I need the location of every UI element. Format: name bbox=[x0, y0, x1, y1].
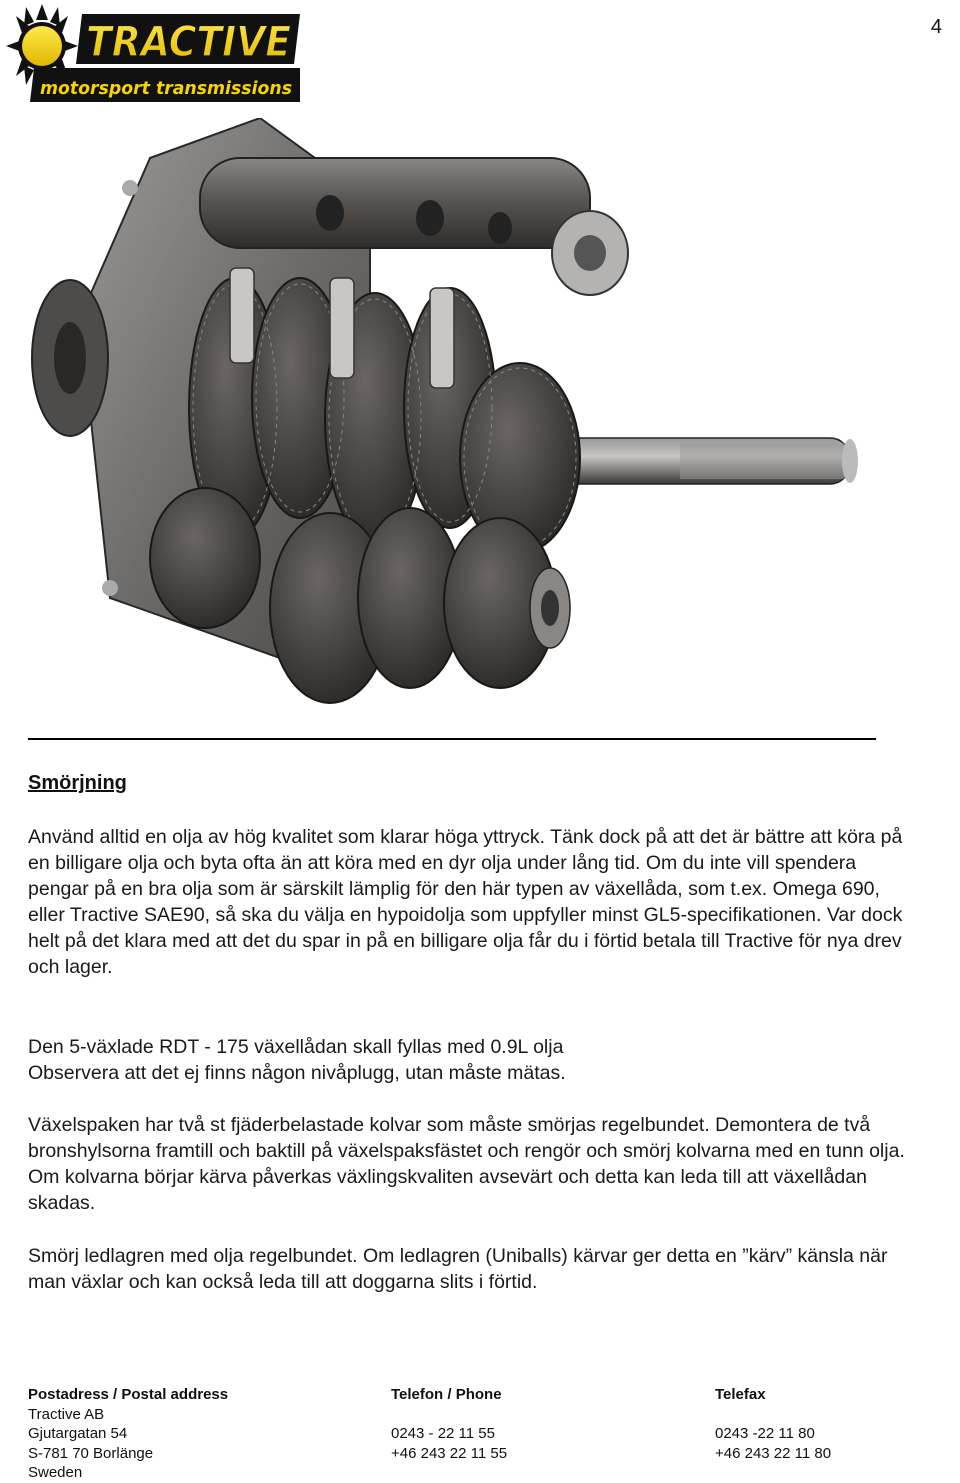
footer-address-header: Postadress / Postal address bbox=[28, 1386, 229, 1403]
paragraph-gear-lever: Växelspaken har två st fjäderbelastade kolvar som måste smörjas regelbundet. Demontera de två bronshylsorna framtill och baktill på växelspaksfästet och rengör och smörj kolvarna med en tunn olja. Om kolvarna börjar kärva påverkas växlingskvaliten avsevärt och detta kan leda till att växellådan skadas. bbox=[28, 1114, 905, 1214]
paragraph-oil-volume: Den 5-växlade RDT - 175 växellådan skall fyllas med 0.9L olja Observera att det ej finns någon nivåplugg, utan måste mätas. bbox=[28, 1036, 566, 1084]
logo-tagline: motorsport transmissions bbox=[40, 78, 293, 99]
footer-address bbox=[28, 1385, 228, 1483]
paragraph-uniballs: Smörj ledlagren med olja regelbundet. Om ledlagren (Uniballs) kärvar ger detta en ”kärv” känsla när man växlar och kan också leda till att doggarna slits i förtid. bbox=[28, 1245, 888, 1293]
horizontal-rule bbox=[28, 738, 876, 740]
paragraph-oil-quality: Använd alltid en olja av hög kvalitet som klarar höga yttryck. Tänk dock på att det är bättre att köra på en billigare olja och byta ofta än att köra med en dyr olja under lång tid. Om du inte vill spendera pengar på en bra olja som är särskilt lämplig för den här typen av växellåda, som t.ex. Omega 690, eller Tractive SAE90, så ska du välja en hypoidolja som uppfyller minst GL5-specifikationen. Var dock helt på det klara med att det du spar in på en billigare olja får du i förtid betala till Tractive för nya drev och lager. bbox=[28, 826, 903, 978]
section-heading: Smörjning bbox=[28, 772, 127, 794]
footer-phone bbox=[391, 1385, 507, 1463]
logo-wordmark: TRACTIVE bbox=[86, 17, 292, 66]
gear-stack-lower bbox=[150, 488, 556, 703]
gearbox-photo bbox=[30, 118, 870, 718]
footer-fax-header: Telefax bbox=[715, 1386, 766, 1403]
footer-phone-line: +46 243 22 11 55 bbox=[391, 1444, 508, 1462]
page-number: 4 bbox=[930, 16, 942, 38]
layshaft-end bbox=[530, 568, 570, 648]
footer-address-line: Tractive AB bbox=[28, 1405, 105, 1423]
footer-address-line: Sweden bbox=[28, 1464, 83, 1481]
footer-fax bbox=[715, 1385, 831, 1463]
footer-fax-line: 0243 -22 11 80 bbox=[715, 1425, 815, 1442]
footer-phone-header: Telefon / Phone bbox=[391, 1386, 502, 1403]
footer-phone-line: 0243 - 22 11 55 bbox=[391, 1425, 495, 1442]
footer-address-line: Gjutargatan 54 bbox=[28, 1425, 128, 1442]
footer-address-line: S-781 70 Borlänge bbox=[28, 1444, 154, 1462]
tractive-logo bbox=[4, 2, 300, 102]
footer-fax-line: +46 243 22 11 80 bbox=[715, 1444, 832, 1462]
